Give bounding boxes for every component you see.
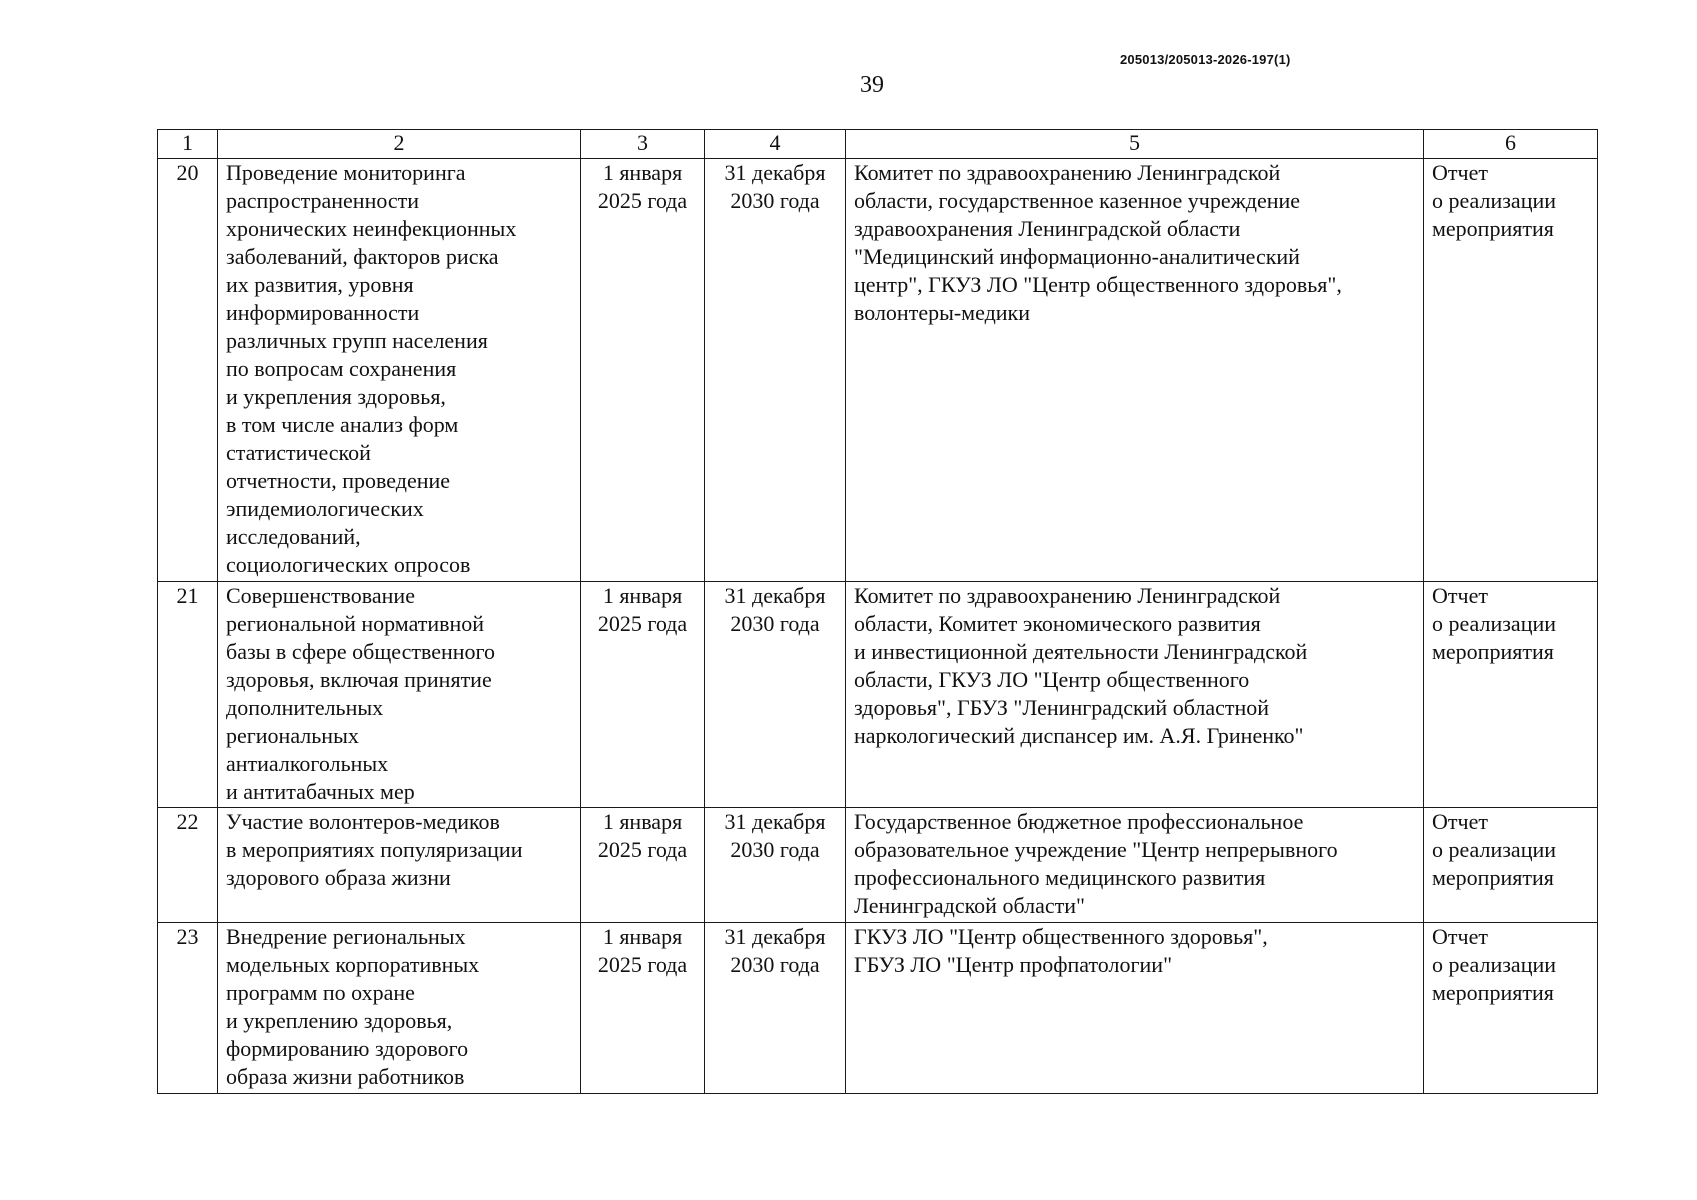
page-number: 39	[860, 72, 884, 98]
end-date-line: 2030 года	[730, 837, 820, 862]
event-description-line: их развития, уровня	[226, 272, 414, 297]
event-description-line: региональной нормативной	[226, 611, 485, 636]
result-form-line: о реализации	[1432, 188, 1557, 213]
executors-line: "Медицинский информационно-аналитический	[854, 244, 1300, 269]
executors-line: здоровья", ГБУЗ "Ленинградский областной	[854, 695, 1270, 720]
event-description-line: дополнительных	[226, 695, 384, 720]
executors-line: волонтеры-медики	[854, 300, 1031, 325]
executors-line: здравоохранения Ленинградской области	[854, 216, 1241, 241]
table-row	[158, 159, 1598, 582]
end-date	[705, 923, 846, 1094]
start-date	[581, 923, 705, 1094]
result-form-line: Отчет	[1432, 809, 1488, 834]
table-row	[158, 582, 1598, 808]
executors-line: ГБУЗ ЛО "Центр профпатологии"	[854, 952, 1173, 977]
start-date-line: 1 января	[602, 583, 683, 608]
executors-line: профессионального медицинского развития	[854, 865, 1266, 890]
event-description-line: различных групп населения	[226, 328, 488, 353]
event-description-line: хронических неинфекционных	[226, 216, 517, 241]
executors-line: Государственное бюджетное профессиональное	[854, 809, 1304, 834]
result-form-line: Отчет	[1432, 583, 1488, 608]
start-date-line: 1 января	[602, 160, 683, 185]
executors-line: области, Комитет экономического развития	[854, 611, 1261, 636]
result-form	[1424, 808, 1598, 923]
table-row	[158, 808, 1598, 923]
result-form	[1424, 582, 1598, 808]
event-description-line: эпидемиологических	[226, 496, 424, 521]
result-form-line: о реализации	[1432, 611, 1557, 636]
end-date-line: 31 декабря	[724, 924, 826, 949]
executors	[846, 808, 1424, 923]
end-date	[705, 808, 846, 923]
event-description-line: здоровья, включая принятие	[226, 667, 492, 692]
event-description-line: Проведение мониторинга	[226, 160, 466, 185]
event-description-line: и укреплению здоровья,	[226, 1008, 453, 1033]
event-description-line: программ по охране	[226, 980, 415, 1005]
column-header: 6	[1424, 130, 1598, 159]
result-form-line: Отчет	[1432, 924, 1488, 949]
start-date-line: 2025 года	[597, 611, 688, 636]
row-number: 22	[158, 808, 218, 923]
executors-line: и инвестиционной деятельности Ленинградской	[854, 639, 1308, 664]
event-description-line: модельных корпоративных	[226, 952, 480, 977]
event-description-line: в мероприятиях популяризации	[226, 837, 523, 862]
event-description-line: и укрепления здоровья,	[226, 384, 446, 409]
event-description-line: Совершенствование	[226, 583, 415, 608]
result-form-line: о реализации	[1432, 837, 1557, 862]
result-form-line: мероприятия	[1432, 980, 1554, 1005]
event-description	[218, 808, 581, 923]
start-date-line: 1 января	[602, 924, 683, 949]
start-date	[581, 582, 705, 808]
event-description-line: в том числе анализ форм	[226, 412, 459, 437]
event-description-line: антиалкогольных	[226, 751, 389, 776]
event-description-line: базы в сфере общественного	[226, 639, 496, 664]
events-table	[157, 129, 1598, 1094]
event-description-line: и антитабачных мер	[226, 779, 415, 804]
end-date-line: 2030 года	[730, 611, 820, 636]
event-description-line: Внедрение региональных	[226, 924, 466, 949]
event-description-line: заболеваний, факторов риска	[226, 244, 499, 269]
event-description-line: отчетности, проведение	[226, 468, 451, 493]
end-date-line: 31 декабря	[724, 809, 826, 834]
result-form-line: мероприятия	[1432, 865, 1554, 890]
executors	[846, 582, 1424, 808]
table-header-row	[158, 130, 1598, 159]
event-description-line: формированию здорового	[226, 1036, 469, 1061]
executors-line: Комитет по здравоохранению Ленинградской	[854, 160, 1281, 185]
table-row	[158, 923, 1598, 1094]
executors-line: образовательное учреждение "Центр непрерывного	[854, 837, 1338, 862]
result-form	[1424, 159, 1598, 582]
event-description-line: информированности	[226, 300, 420, 325]
start-date-line: 2025 года	[597, 952, 688, 977]
event-description-line: статистической	[226, 440, 371, 465]
result-form-line: мероприятия	[1432, 639, 1554, 664]
start-date-line: 1 января	[602, 809, 683, 834]
column-header: 5	[846, 130, 1424, 159]
end-date	[705, 159, 846, 582]
event-description-line: распространенности	[226, 188, 420, 213]
executors-line: области, государственное казенное учреждение	[854, 188, 1301, 213]
event-description-line: здорового образа жизни	[226, 865, 451, 890]
event-description-line: Участие волонтеров-медиков	[226, 809, 500, 834]
executors	[846, 923, 1424, 1094]
row-number: 21	[158, 582, 218, 808]
executors-line: Ленинградской области"	[854, 893, 1085, 918]
column-header: 2	[218, 130, 581, 159]
event-description-line: образа жизни работников	[226, 1064, 465, 1089]
executors-line: области, ГКУЗ ЛО "Центр общественного	[854, 667, 1250, 692]
event-description-line: по вопросам сохранения	[226, 356, 457, 381]
column-header: 4	[705, 130, 846, 159]
start-date	[581, 808, 705, 923]
executors-line: ГКУЗ ЛО "Центр общественного здоровья",	[854, 924, 1268, 949]
executors	[846, 159, 1424, 582]
executors-line: центр", ГКУЗ ЛО "Центр общественного здоровья",	[854, 272, 1342, 297]
end-date	[705, 582, 846, 808]
event-description	[218, 159, 581, 582]
start-date	[581, 159, 705, 582]
event-description-line: социологических опросов	[226, 552, 471, 577]
end-date-line: 31 декабря	[724, 583, 826, 608]
executors-line: наркологический диспансер им. А.Я. Гриненко"	[854, 723, 1304, 748]
event-description-line: региональных	[226, 723, 359, 748]
event-description	[218, 923, 581, 1094]
column-header: 3	[581, 130, 705, 159]
column-header: 1	[158, 130, 218, 159]
end-date-line: 31 декабря	[724, 160, 826, 185]
end-date-line: 2030 года	[730, 952, 820, 977]
event-description	[218, 582, 581, 808]
result-form	[1424, 923, 1598, 1094]
row-number: 23	[158, 923, 218, 1094]
document-code: 205013/205013-2026-197(1)	[1120, 52, 1291, 67]
result-form-line: о реализации	[1432, 952, 1557, 977]
result-form-line: Отчет	[1432, 160, 1488, 185]
event-description-line: исследований,	[226, 524, 361, 549]
end-date-line: 2030 года	[730, 188, 820, 213]
executors-line: Комитет по здравоохранению Ленинградской	[854, 583, 1281, 608]
start-date-line: 2025 года	[597, 837, 688, 862]
result-form-line: мероприятия	[1432, 216, 1554, 241]
row-number: 20	[158, 159, 218, 582]
start-date-line: 2025 года	[597, 188, 688, 213]
